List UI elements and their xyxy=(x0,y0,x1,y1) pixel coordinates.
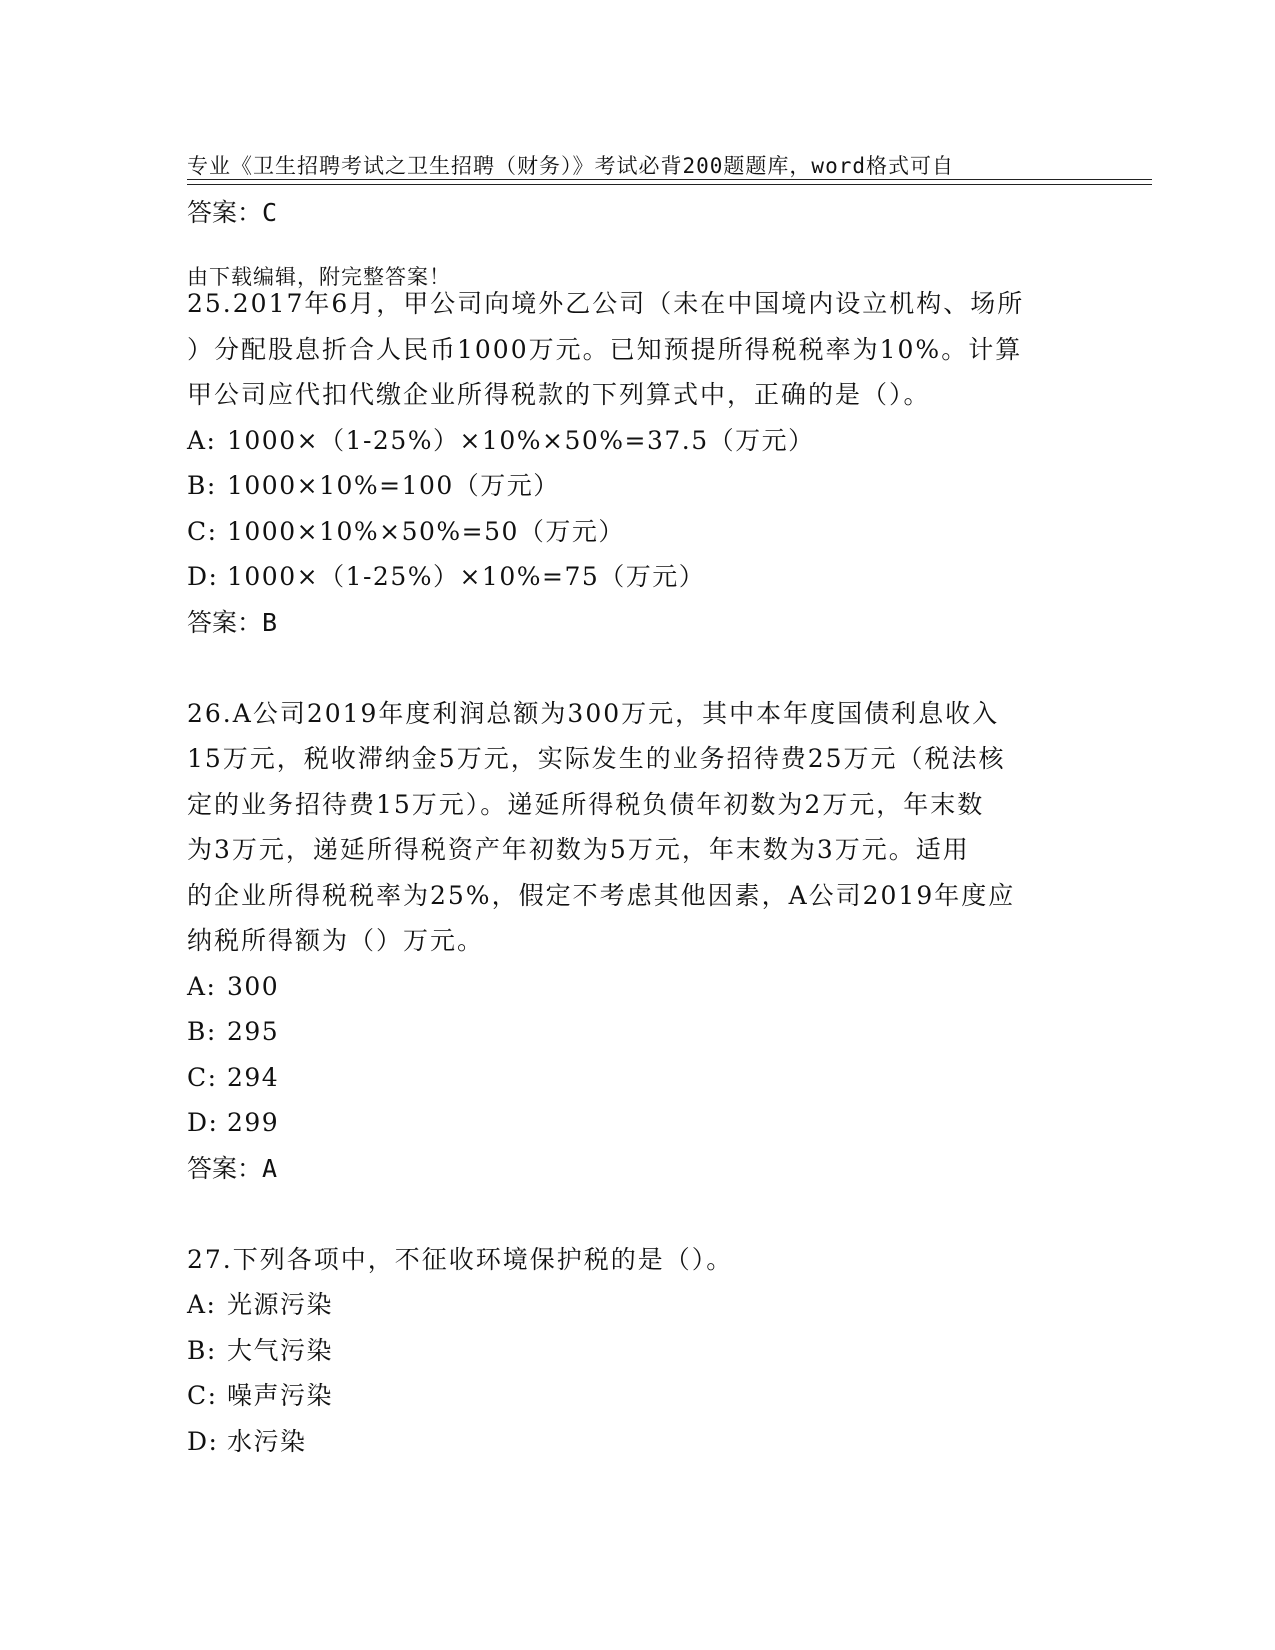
option-c xyxy=(187,1055,1087,1101)
option-key: D: xyxy=(187,562,219,591)
header-divider-bottom xyxy=(187,184,1152,185)
option-text: 1000×10%=100（万元） xyxy=(227,471,560,500)
option-key: C: xyxy=(187,516,218,546)
option-text: 294 xyxy=(227,1062,280,1092)
option-text: 299 xyxy=(227,1108,280,1137)
question-list xyxy=(187,190,1087,1464)
option-text: 300 xyxy=(227,971,280,1001)
option-a xyxy=(187,1282,1087,1328)
header-line-1: 专业《卫生招聘考试之卫生招聘（财务）》考试必背200题题库，word格式可自 xyxy=(187,154,954,178)
answer-label: 答案： xyxy=(187,1153,263,1183)
question-26 xyxy=(187,691,1087,1192)
option-d xyxy=(187,1419,1087,1465)
option-text: 噪声污染 xyxy=(227,1381,334,1410)
option-a xyxy=(187,964,1087,1010)
option-text: 295 xyxy=(227,1017,280,1046)
option-key: D: xyxy=(187,1108,219,1137)
option-d xyxy=(187,554,1087,600)
option-key: C: xyxy=(187,1381,218,1410)
option-b xyxy=(187,1328,1087,1374)
option-text: 1000×（1-25%）×10%×50%=37.5（万元） xyxy=(227,425,815,455)
header-line-2: 由下载编辑，附完整答案！ xyxy=(187,265,451,289)
option-text: 1000×10%×50%=50（万元） xyxy=(227,516,625,546)
answer-value: C xyxy=(262,198,278,227)
option-c xyxy=(187,1373,1087,1419)
option-b xyxy=(187,463,1087,509)
option-key: B: xyxy=(187,471,217,500)
answer-value: A xyxy=(262,1153,278,1183)
option-key: D: xyxy=(187,1426,219,1456)
question-25-answer xyxy=(187,600,1087,646)
question-line: 甲公司应代扣代缴企业所得税款的下列算式中，正确的是（）。 xyxy=(187,380,931,409)
question-line: 27.下列各项中，不征收环境保护税的是（）。 xyxy=(187,1244,734,1274)
question-text xyxy=(187,281,1077,418)
option-text: 1000×（1-25%）×10%=75（万元） xyxy=(227,562,706,591)
option-key: A: xyxy=(187,971,217,1001)
option-key: B: xyxy=(187,1017,217,1046)
option-b xyxy=(187,1009,1087,1055)
question-line: 的企业所得税税率为25%，假定不考虑其他因素，A公司2019年度应 xyxy=(187,880,1016,910)
answer-value: B xyxy=(262,607,278,637)
option-key: A: xyxy=(187,425,217,455)
option-text: 大气污染 xyxy=(227,1335,334,1365)
header-divider-top xyxy=(187,179,1152,180)
option-a xyxy=(187,418,1087,464)
question-line: 26.A公司2019年度利润总额为300万元，其中本年度国债利息收入 xyxy=(187,698,1000,728)
question-27 xyxy=(187,1237,1087,1465)
option-key: B: xyxy=(187,1335,217,1365)
question-line: 为3万元，递延所得税资产年初数为5万元，年末数为3万元。适用 xyxy=(187,835,970,864)
question-25 xyxy=(187,281,1087,646)
question-text xyxy=(187,691,1077,964)
answer-label: 答案： xyxy=(187,198,263,227)
option-d xyxy=(187,1100,1087,1146)
option-key: A: xyxy=(187,1290,217,1319)
answer-label: 答案： xyxy=(187,607,263,637)
option-key: C: xyxy=(187,1062,218,1092)
question-line: 纳税所得额为（）万元。 xyxy=(187,926,485,955)
question-26-answer xyxy=(187,1146,1087,1192)
question-text xyxy=(187,1237,1077,1283)
question-line: ）分配股息折合人民币1000万元。已知预提所得税税率为10%。计算 xyxy=(187,334,1023,364)
question-line: 15万元，税收滞纳金5万元，实际发生的业务招待费25万元（税法核 xyxy=(187,744,1006,773)
option-text: 水污染 xyxy=(227,1426,307,1456)
option-c xyxy=(187,509,1087,555)
question-line: 25.2017年6月，甲公司向境外乙公司（未在中国境内设立机构、场所 xyxy=(187,289,1025,318)
question-line: 定的业务招待费15万元）。递延所得税负债年初数为2万元，年末数 xyxy=(187,789,985,819)
option-text: 光源污染 xyxy=(227,1290,334,1319)
previous-answer xyxy=(187,190,1087,236)
